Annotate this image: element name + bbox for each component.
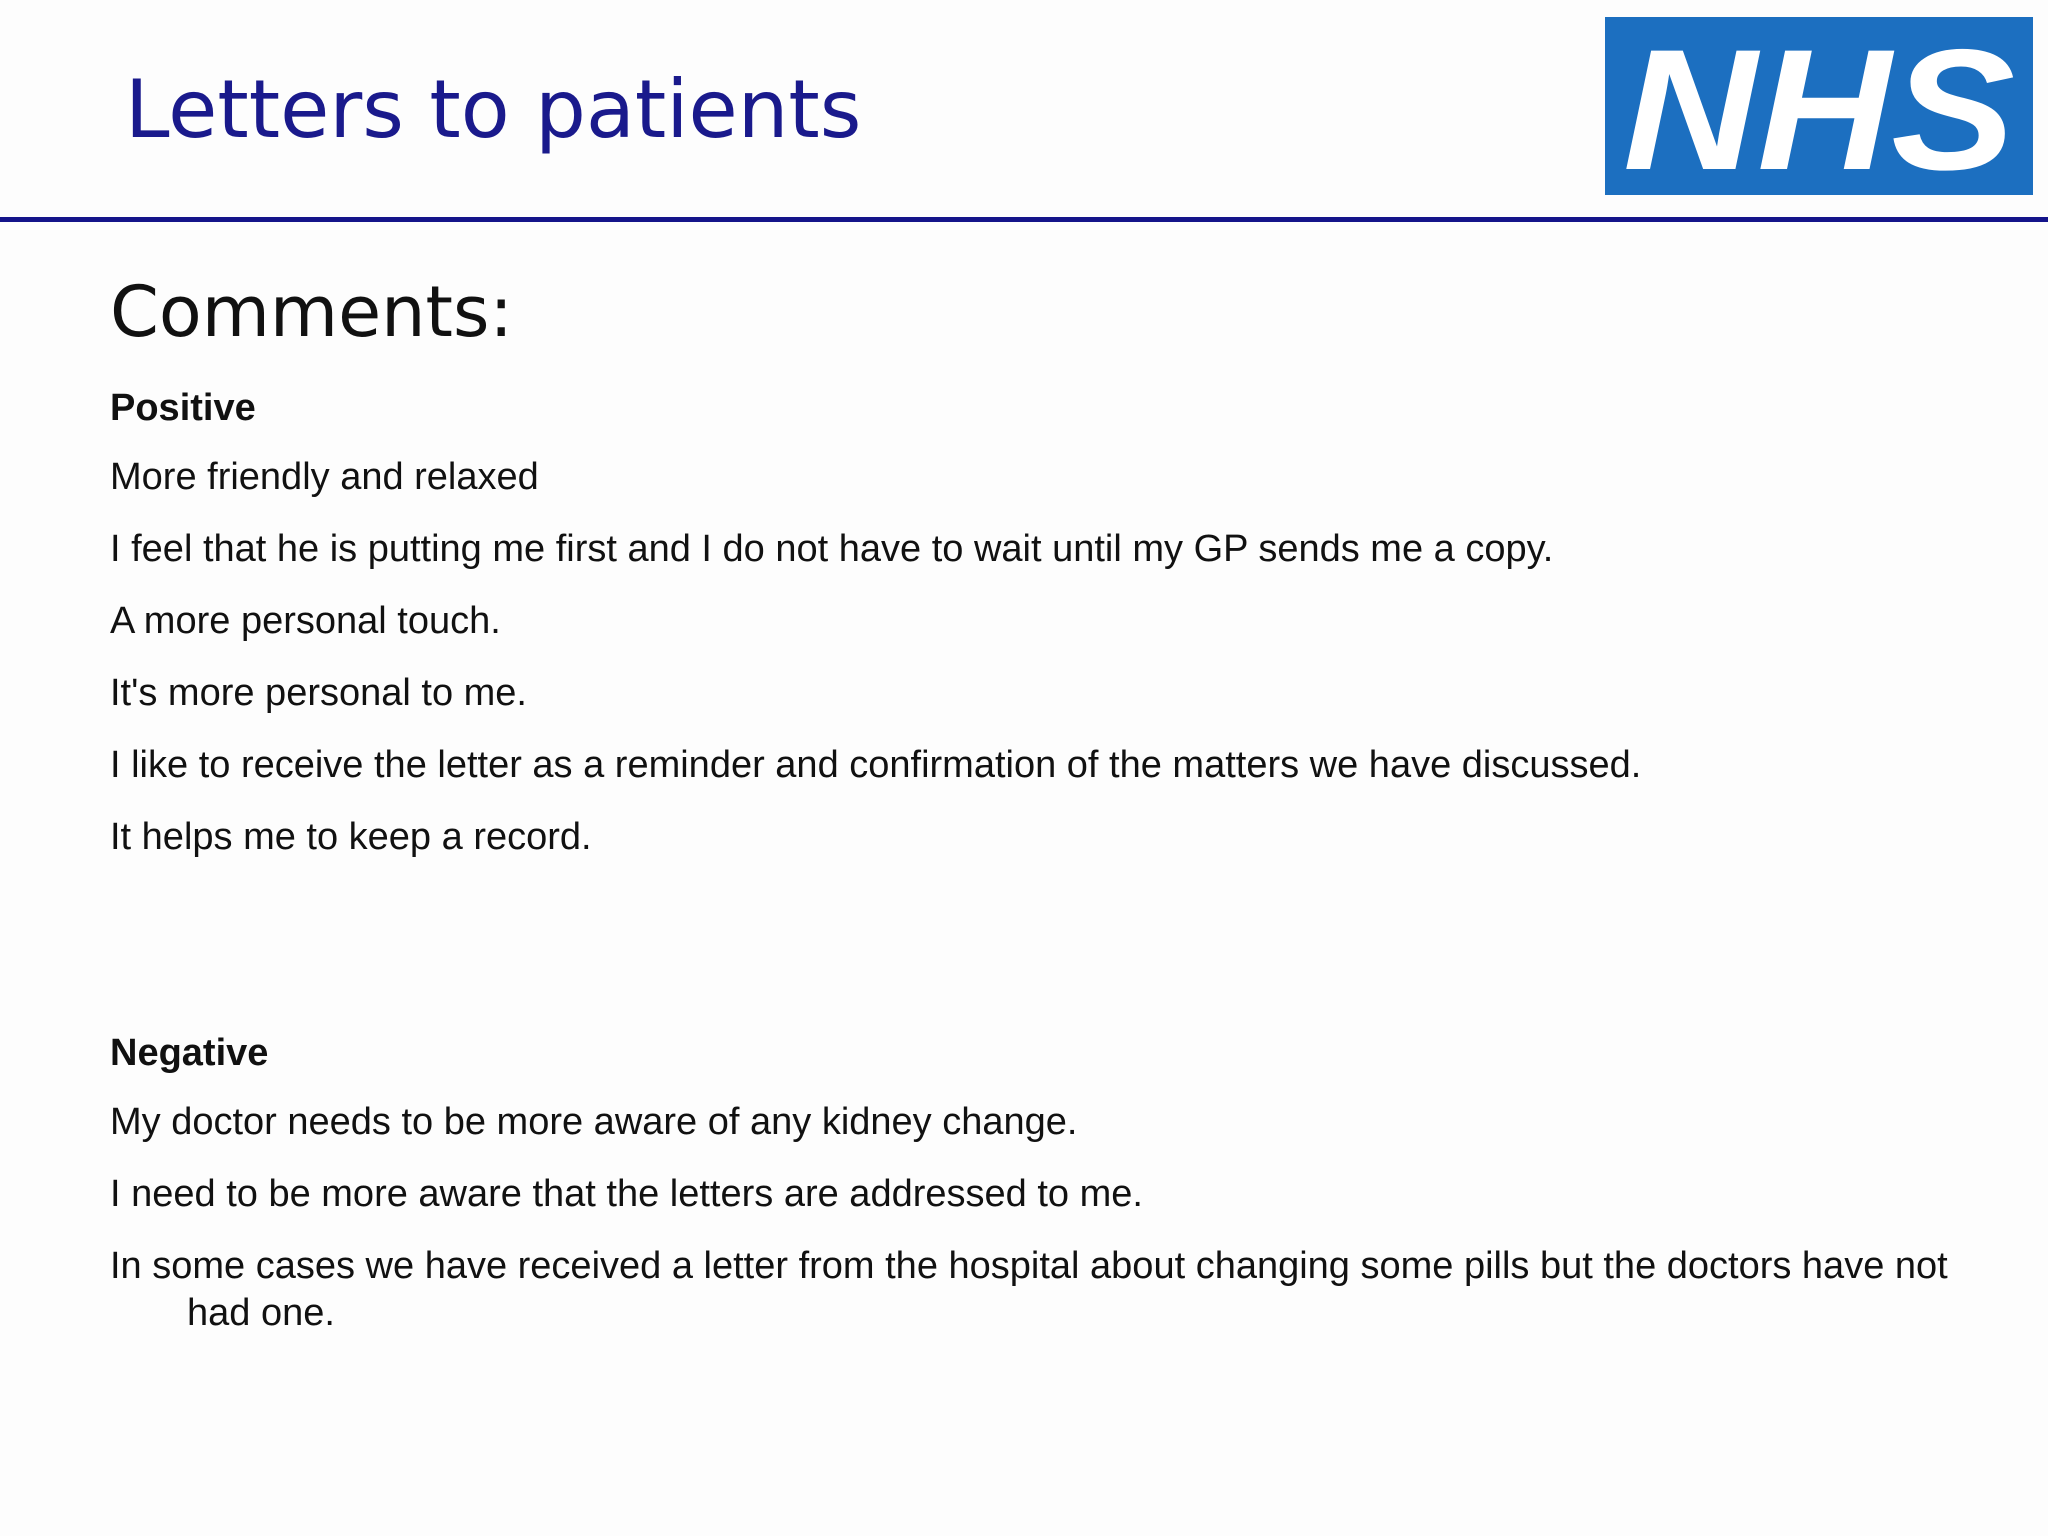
positive-comment: I like to receive the letter as a reminder and confirmation of the matters we have discussed. — [110, 744, 1642, 786]
slide-title: Letters to patients — [125, 63, 862, 156]
positive-comment: A more personal touch. — [110, 600, 501, 642]
positive-comment: More friendly and relaxed — [110, 456, 539, 498]
negative-comment: I need to be more aware that the letters are addressed to me. — [110, 1173, 1143, 1215]
nhs-logo — [1605, 17, 2033, 195]
negative-label: Negative — [110, 1032, 269, 1074]
header-divider — [0, 217, 2048, 222]
negative-comments-list — [110, 1099, 1990, 1362]
positive-comment: I feel that he is putting me first and I do not have to wait until my GP sends me a copy. — [110, 528, 1554, 570]
positive-comment: It helps me to keep a record. — [110, 816, 592, 858]
positive-comments-list — [110, 454, 1990, 886]
nhs-logo-text: NHS — [1623, 17, 2015, 195]
positive-label: Positive — [110, 387, 256, 429]
positive-comment: It's more personal to me. — [110, 672, 527, 714]
negative-comment: My doctor needs to be more aware of any kidney change. — [110, 1101, 1078, 1143]
negative-comment: In some cases we have received a letter from the hospital about changing some pills but the doctors have not had one. — [110, 1245, 1948, 1334]
comments-heading: Comments: — [110, 271, 514, 353]
